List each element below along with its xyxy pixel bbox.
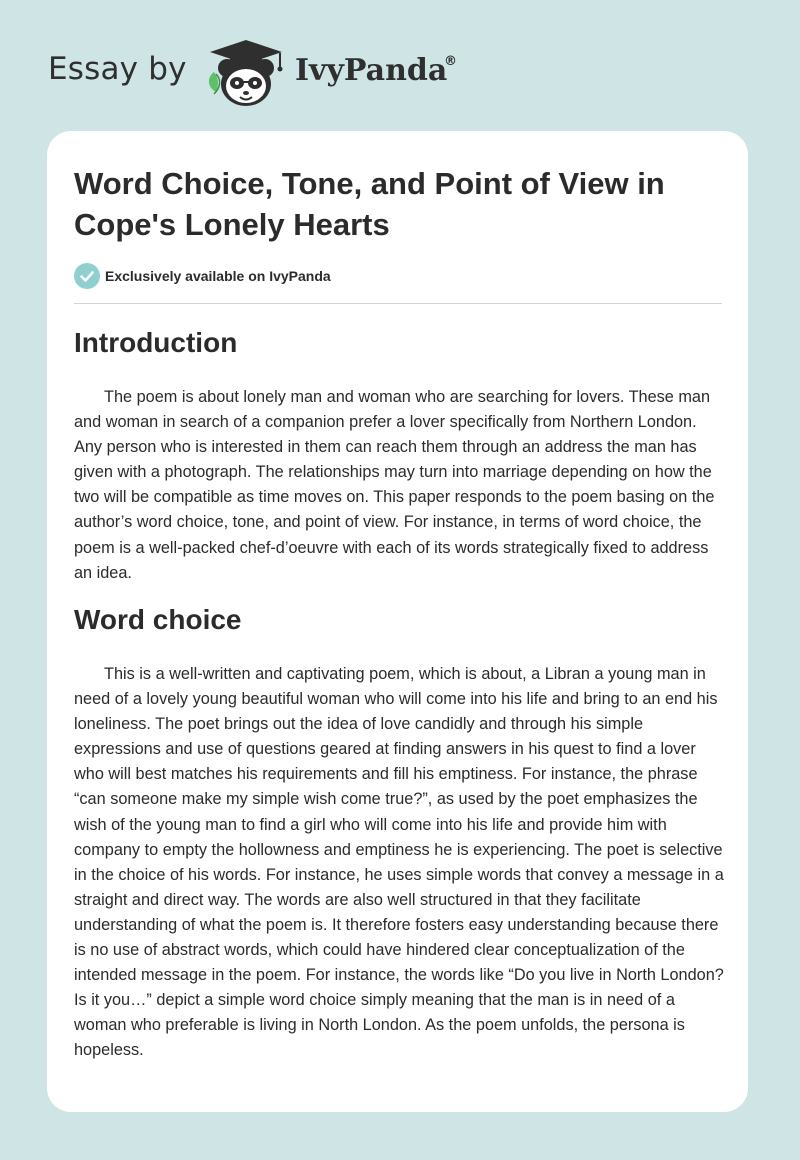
exclusive-badge [74,263,331,289]
article-title: Word Choice, Tone, and Point of View in Cope's Lonely Hearts [74,166,665,242]
section-heading-word-choice: Word choice [74,604,242,635]
brand-name: IvyPanda [295,53,448,88]
section-paragraph-word-choice: This is a well-written and captivating poem, which is about, a Libran a young man in need of a lovely young beautiful woman who will come into his life and bring to an end his loneliness. The poet brings out the idea of love candidly and through his simple expressions and use of questions geared at finding answers in his quest to find a lover who will best matches his requirements and fill his emptiness. For instance, the phrase “can someone make my simple wish come true?”, as used by the poet emphasizes the wish of the young man to find a girl who will come into his life and provide him with company to empty the hollowness and emptiness he is experiencing. The poet is selective in the choice of his words. For instance, he uses simple words that convey a message in a straight and direct way. The words are also well structured in that they facilitate understanding of what the poem is. It therefore fosters easy understanding because there is no use of abstract words, which could have hindered clear conceptualization of the intended message in the poem. For instance, the words like “Do you live in North London? Is it you…” depict a simple word choice simply meaning that the man is in need of a woman who preferable is living in North London. As the poem unfolds, the persona is hopeless. [74,665,724,1060]
check-circle-icon [74,263,100,289]
brand-header [48,34,508,114]
divider [74,303,722,304]
registered-mark: ® [444,54,457,69]
section-heading-introduction: Introduction [74,327,238,358]
exclusive-badge-text: Exclusively available on IvyPanda [105,268,331,284]
article-card [47,131,748,1112]
brand-prefix: Essay by [48,51,187,87]
panda-graduate-icon [202,34,292,110]
section-paragraph-introduction: The poem is about lonely man and woman who are searching for lovers. These man and woman in search of a companion prefer a lover specifically from Northern London. Any person who is interested in them can reach them through an address the man has given with a photograph. The relationships may turn into marriage depending on how the two will be compatible as time moves on. This paper responds to the poem basing on the author’s word choice, tone, and point of view. For instance, in terms of word choice, the poem is a well-packed chef-d’oeuvre with each of its words strategically fixed to address an idea. [74,388,715,582]
